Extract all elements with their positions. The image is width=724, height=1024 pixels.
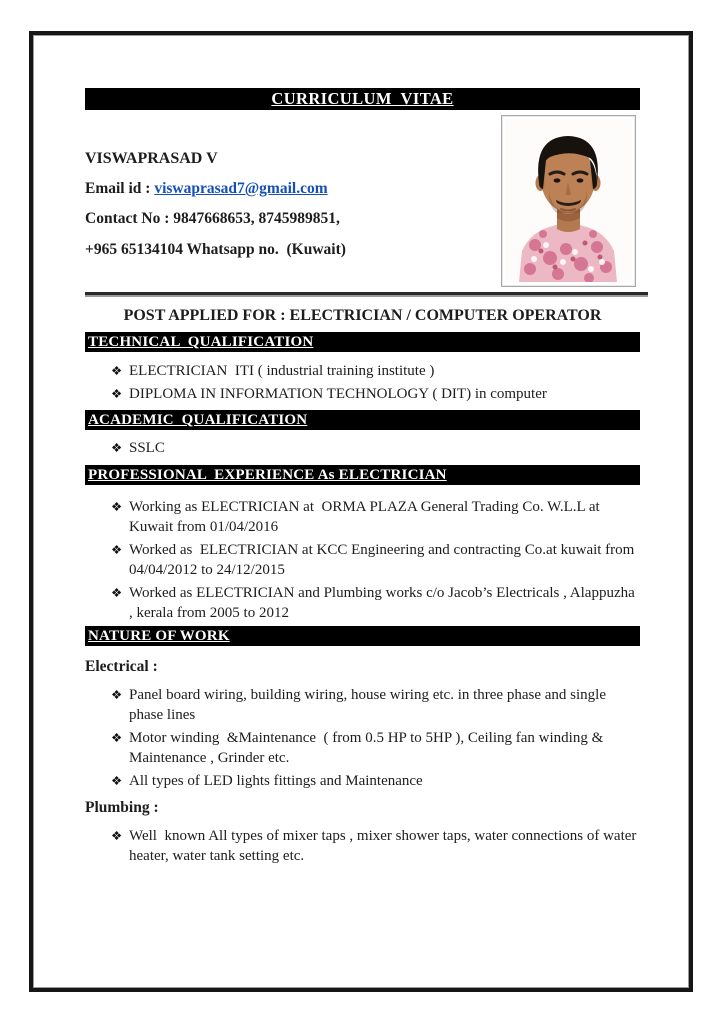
academic-list	[85, 438, 640, 458]
section-heading-experience: PROFESSIONAL EXPERIENCE As ELECTRICIAN	[85, 465, 640, 485]
diamond-bullet-icon: ❖	[111, 774, 123, 788]
subsection-label-plumbing: Plumbing :	[85, 799, 159, 816]
diamond-bullet-icon: ❖	[111, 500, 123, 514]
list-item: ❖ Motor winding &Maintenance ( from 0.5 HP to 5HP ), Ceiling fan winding & Maintenance , Grinder etc.	[111, 730, 608, 766]
applicant-photo-image	[505, 119, 632, 282]
email-label: Email id :	[85, 180, 155, 197]
list-item: ❖ Worked as ELECTRICIAN and Plumbing works c/o Jacob’s Electricals , Alappuzha , kerala from 2005 to 2012	[111, 585, 639, 621]
list-item: ❖ Panel board wiring, building wiring, house wiring etc. in three phase and single phase lines	[111, 687, 610, 723]
list-item: ❖ ELECTRICIAN ITI ( industrial training institute )	[111, 363, 435, 379]
header-area	[85, 110, 640, 292]
section-heading-technical: TECHNICAL QUALIFICATION	[85, 332, 640, 352]
experience-list	[85, 497, 640, 623]
list-item: ❖ Well known All types of mixer taps , mixer shower taps, water connections of water heater, water tank setting etc.	[111, 828, 641, 864]
contact-line-2: +965 65134104 Whatsapp no. (Kuwait)	[85, 241, 346, 258]
list-item: ❖ Working as ELECTRICIAN at ORMA PLAZA General Trading Co. W.L.L at Kuwait from 01/04/2016	[111, 499, 604, 535]
applicant-photo	[501, 115, 636, 287]
diamond-bullet-icon: ❖	[111, 543, 123, 557]
cv-title: CURRICULUM VITAE	[271, 89, 454, 108]
applicant-name: VISWAPRASAD V	[85, 150, 218, 167]
contact-line-1: Contact No : 9847668653, 8745989851,	[85, 210, 340, 227]
list-item: ❖ SSLC	[111, 440, 165, 456]
diamond-bullet-icon: ❖	[111, 586, 123, 600]
subsection-label-electrical: Electrical :	[85, 658, 158, 675]
post-applied-heading: POST APPLIED FOR : ELECTRICIAN / COMPUTER OPERATOR	[123, 307, 602, 324]
separator-rule	[85, 292, 648, 295]
list-item: ❖ All types of LED lights fittings and Maintenance	[111, 773, 423, 789]
diamond-bullet-icon: ❖	[111, 829, 123, 843]
email-link[interactable]: viswaprasad7@gmail.com	[154, 180, 328, 197]
section-heading-nature-of-work: NATURE OF WORK	[85, 626, 640, 646]
diamond-bullet-icon: ❖	[111, 364, 123, 378]
list-item: ❖ DIPLOMA IN INFORMATION TECHNOLOGY ( DIT) in computer	[111, 386, 547, 402]
electrical-list	[85, 685, 640, 791]
diamond-bullet-icon: ❖	[111, 731, 123, 745]
plumbing-list	[85, 826, 640, 866]
diamond-bullet-icon: ❖	[111, 688, 123, 702]
section-heading-academic: ACADEMIC QUALIFICATION	[85, 410, 640, 430]
cv-title-bar	[85, 88, 640, 110]
diamond-bullet-icon: ❖	[111, 441, 123, 455]
diamond-bullet-icon: ❖	[111, 387, 123, 401]
technical-list	[85, 361, 640, 404]
cv-page-content	[85, 88, 640, 869]
list-item: ❖ Worked as ELECTRICIAN at KCC Engineering and contracting Co.at kuwait from 04/04/2012 to 24/12/2015	[111, 542, 639, 578]
